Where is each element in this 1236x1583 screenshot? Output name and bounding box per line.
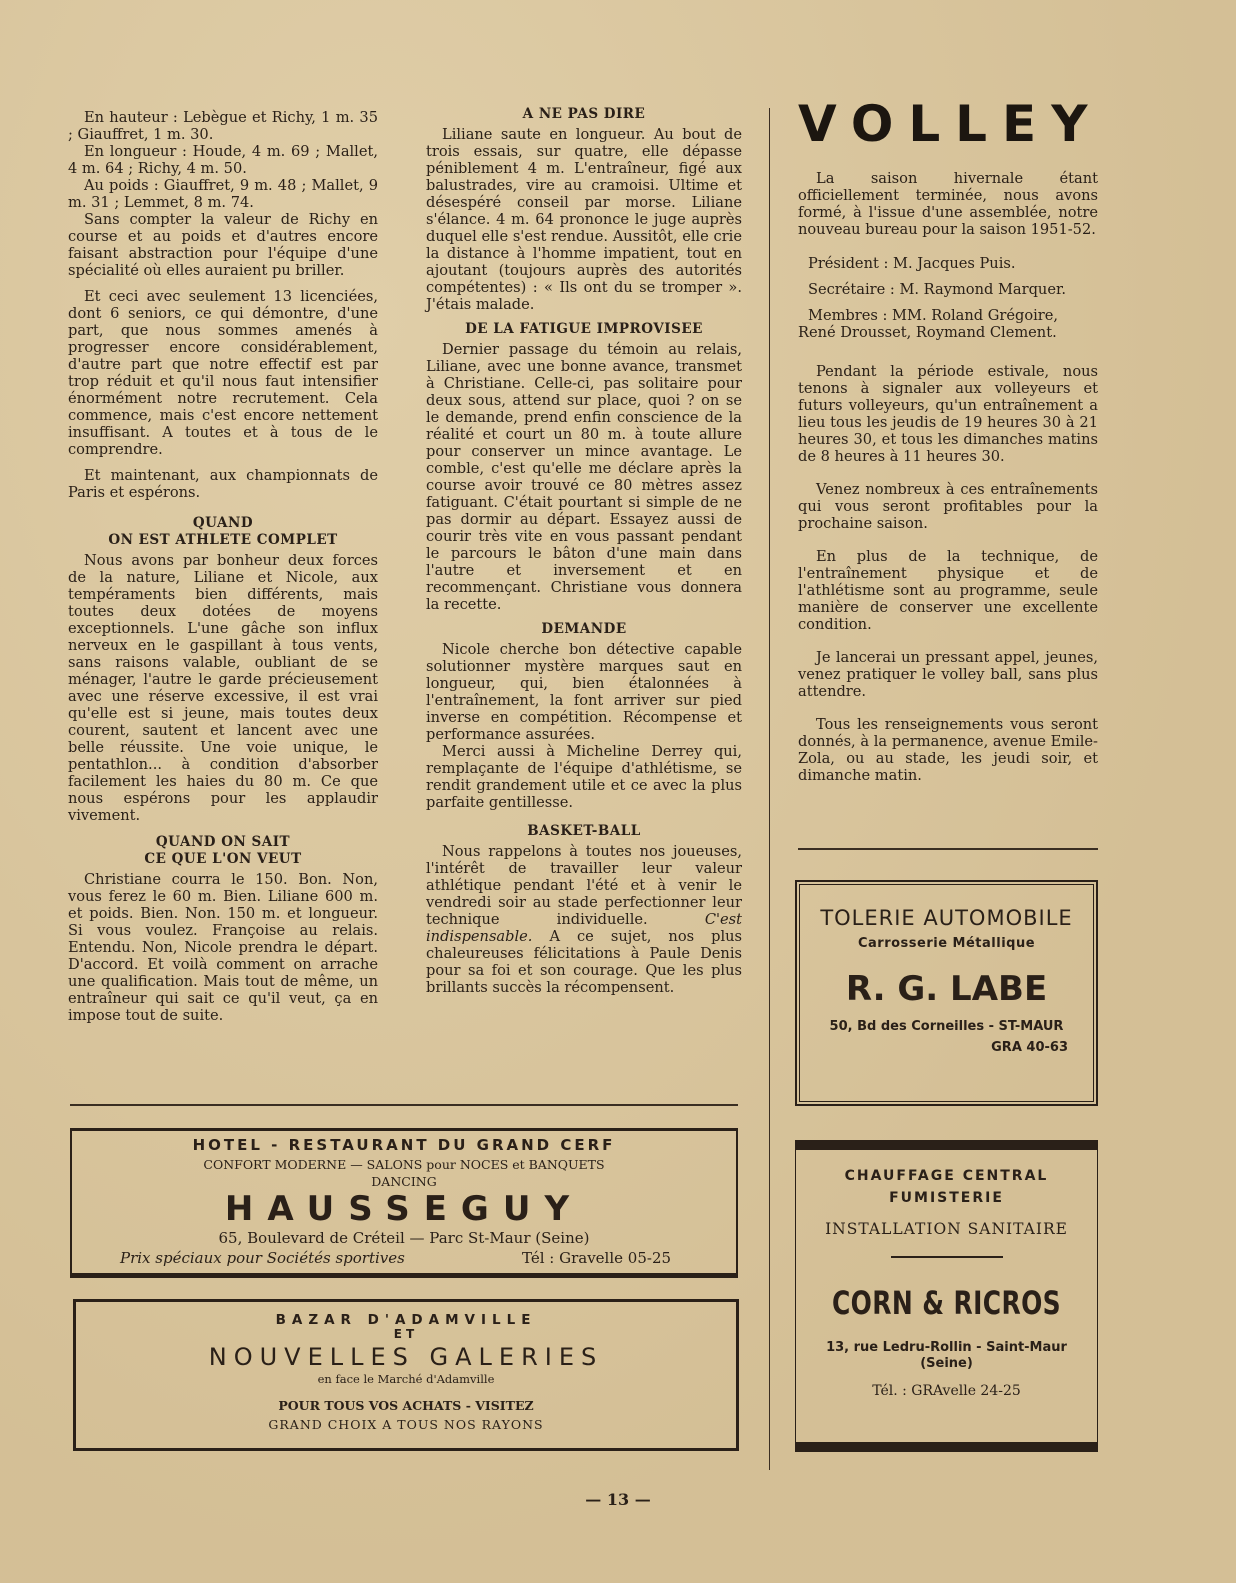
ad-hotel-grand-cerf bbox=[70, 1128, 738, 1278]
divider bbox=[798, 848, 1098, 850]
volley-title: VOLLEY bbox=[798, 95, 1103, 153]
ad-phone: Tél. : GRAvelle 24-25 bbox=[872, 1383, 1021, 1399]
paragraph: Et maintenant, aux championnats de Paris et espérons. bbox=[68, 467, 378, 501]
ad-brand-name: HAUSSEGUY bbox=[224, 1189, 584, 1229]
paragraph: Christiane courra le 150. Bon. Non, vous ferez le 60 m. Bien. Liliane 600 m. et poids. Bien. Non. 150 m. et longueur. Si vous voulez. Françoise au relais. Entendu. Non, Nicole prendra le départ. D'accord. Et voilà comment on arrache une qualification. Mais tout de même, un entraîneur qui sait ce qu'il veut, ça en impose tout de suite. bbox=[68, 871, 378, 1024]
column-1 bbox=[68, 109, 378, 1024]
ad-service: INSTALLATION SANITAIRE bbox=[825, 1220, 1068, 1238]
column-3 bbox=[798, 170, 1098, 784]
ad-chauffage-central bbox=[795, 1140, 1098, 1452]
paragraph: En plus de la technique, de l'entraînement physique et de l'athlétisme sont au programme, seule manière de conserver une excellente condition. bbox=[798, 548, 1098, 633]
paragraph: Pendant la période estivale, nous tenons à signaler aux volleyeurs et futurs volleyeurs, qu'un entraînement a lieu tous les jeudis de 19 heures 30 à 21 heures 30, et tous les dimanches matins de 8 heures à 11 heures 30. bbox=[798, 363, 1098, 465]
ad-slogan: POUR TOUS VOS ACHATS - VISITEZ bbox=[278, 1398, 534, 1413]
paragraph: Liliane saute en longueur. Au bout de trois essais, sur quatre, elle dépasse péniblement 4 m. L'entraîneur, figé aux balustrades, vire au cramoisi. Ultime et désespéré conseil par morse. Liliane s'élance. 4 m. 64 prononce le juge auprès duquel elle s'est rendue. Aussitôt, elle crie la distance à l'homme impatient, tout en ajoutant (toujours auprès des autorités compétentes) : « Ils ont du se tromper ». J'étais malade. bbox=[426, 126, 742, 313]
column-2 bbox=[426, 106, 742, 996]
ad-dancing: DANCING bbox=[371, 1174, 437, 1189]
divider bbox=[70, 1104, 738, 1106]
paragraph: Venez nombreux à ces entraînements qui vous seront profitables pour la prochaine saison. bbox=[798, 481, 1098, 532]
emphasis: C'est indispensable. bbox=[426, 911, 742, 945]
paragraph: Dernier passage du témoin au relais, Liliane, avec une bonne avance, transmet à Christiane. Celle-ci, pas solitaire pour deux sous, attend sur place, quoi ? on se le demande, prend enfin conscience de la réalité et court un 80 m. à toute allure pour conserver un mince avantage. Le comble, c'est qu'elle me déclare après la course avoir trouvé ce 80 mètres assez fatiguant. C'était pourtant si simple de ne pas dormir au départ. Essayez aussi de courir très vite en vous passant pendant le parcours le bâton d'une main dans l'autre et inversement et en recommençant. Christiane vous donnera la recette. bbox=[426, 341, 742, 613]
paragraph: Je lancerai un pressant appel, jeunes, venez pratiquer le volley ball, sans plus attendre. bbox=[798, 649, 1098, 700]
ad-title: BAZAR D'ADAMVILLE bbox=[275, 1312, 537, 1328]
ad-conjunction: ET bbox=[393, 1327, 419, 1341]
ad-tagline: Prix spéciaux pour Sociétés sportives bbox=[120, 1249, 405, 1267]
ad-divider bbox=[891, 1256, 1003, 1258]
paragraph: En longueur : Houde, 4 m. 69 ; Mallet, 4 m. 64 ; Richy, 4 m. 50. bbox=[68, 143, 378, 177]
ad-title: HOTEL - RESTAURANT DU GRAND CERF bbox=[192, 1136, 616, 1154]
ad-location: en face le Marché d'Adamville bbox=[317, 1372, 495, 1386]
paragraph: La saison hivernale étant officiellement terminée, nous avons formé, à l'issue d'une assemblée, notre nouveau bureau pour la saison 1951-52. bbox=[798, 170, 1098, 238]
paragraph: Et ceci avec seulement 13 licenciées, dont 6 seniors, ce qui démontre, d'une part, que nous sommes amenés à progresser encore considérablement, d'autre part que notre effectif est par trop réduit et qu'il nous faut intensifier énormément notre recrutement. Cela commence, mais c'est encore nettement insuffisant. A toutes et à tous de le comprendre. bbox=[68, 288, 378, 458]
paragraph: Sans compter la valeur de Richy en course et au poids et d'autres encore faisant abstraction pour l'équipe d'une spécialité où elles auraient pu briller. bbox=[68, 211, 378, 279]
ad-address: 65, Boulevard de Créteil — Parc St-Maur (Seine) bbox=[218, 1229, 590, 1247]
section-heading: A NE PAS DIRE bbox=[522, 106, 646, 122]
officer-membres: Membres : MM. Roland Grégoire, René Drousset, Roymand Clement. bbox=[798, 307, 1059, 341]
paragraph: Merci aussi à Micheline Derrey qui, remplaçante de l'équipe d'athlétisme, se rendit grandement utile et ce avec la plus parfaite gentillesse. bbox=[426, 743, 742, 811]
column-divider bbox=[769, 108, 770, 1470]
paragraph: En hauteur : Lebègue et Richy, 1 m. 35 ; Giauffret, 1 m. 30. bbox=[68, 109, 378, 143]
ad-phone: GRA 40-63 bbox=[991, 1040, 1068, 1055]
section-heading: DEMANDE bbox=[541, 621, 627, 637]
paragraph: Nous rappelons à toutes nos joueuses, l'intérêt de travailler leur valeur athlétique pendant l'été et à venir le vendredi soir au stade perfectionner leur technique individuelle. C'est indispensable. A ce sujet, nos plus chaleureuses félicitations à Paule Denis pour sa foi et son courage. Que les plus brillants succès la récompensent. bbox=[426, 843, 743, 996]
ad-slogan-2: GRAND CHOIX A TOUS NOS RAYONS bbox=[268, 1417, 544, 1432]
ad-brand-name: R. G. LABE bbox=[845, 969, 1048, 1009]
page-number: — 13 — bbox=[585, 1490, 651, 1509]
ad-brand-name: NOUVELLES GALERIES bbox=[208, 1343, 604, 1371]
ad-brand-name: CORN & RICROS bbox=[831, 1284, 1062, 1322]
section-heading: BASKET-BALL bbox=[527, 823, 641, 839]
paragraph: Nicole cherche bon détective capable solutionner mystère marques saut en longueur, qui, bien étalonnées à l'entraînement, la font arriver sur pied inverse en compétition. Récompense et performance assurées. bbox=[426, 641, 742, 743]
ad-subtitle: Carrosserie Métallique bbox=[857, 936, 1036, 951]
section-heading: DE LA FATIGUE IMPROVISEE bbox=[465, 321, 703, 337]
section-heading: QUAND ON SAIT CE QUE L'ON VEUT bbox=[144, 834, 302, 867]
paragraph: Nous avons par bonheur deux forces de la nature, Liliane et Nicole, aux tempéraments bien différents, mais toutes deux dotées de moyens exceptionnels. L'une gâche son influx nerveux en le gaspillant à tous vents, sans raisons valable, oubliant de se ménager, l'autre le garde précieusement avec une réserve excessive, il est vrai qu'elle est si jeune, mais toutes deux courent, sautent et lancent avec une belle réussite. Une voie unique, le pentathlon... à condition d'absorber facilement les haies du 80 m. Ce que nous espérons pour les applaudir vivement. bbox=[68, 552, 378, 824]
section-heading: QUAND ON EST ATHLETE COMPLET bbox=[108, 515, 338, 548]
ad-subtitle: CONFORT MODERNE — SALONS pour NOCES et BANQUETS bbox=[203, 1157, 605, 1172]
ad-address-2: (Seine) bbox=[920, 1356, 973, 1371]
ad-address: 13, rue Ledru-Rollin - Saint-Maur bbox=[826, 1340, 1067, 1355]
ad-tolerie-automobile bbox=[795, 880, 1098, 1106]
officer-president: Président : M. Jacques Puis. bbox=[808, 255, 1016, 272]
ad-title: CHAUFFAGE CENTRAL bbox=[844, 1168, 1049, 1184]
ad-phone: Tél : Gravelle 05-25 bbox=[522, 1249, 672, 1267]
ad-address: 50, Bd des Corneilles - ST-MAUR bbox=[829, 1019, 1064, 1034]
ad-title: TOLERIE AUTOMOBILE bbox=[820, 906, 1073, 930]
officer-secretaire: Secrétaire : M. Raymond Marquer. bbox=[808, 281, 1066, 298]
ad-bazar-adamville bbox=[73, 1299, 739, 1451]
paragraph: Tous les renseignements vous seront donnés, à la permanence, avenue Emile-Zola, ou au stade, les jeudi soir, et dimanche matin. bbox=[798, 716, 1098, 784]
paragraph: Au poids : Giauffret, 9 m. 48 ; Mallet, 9 m. 31 ; Lemmet, 8 m. 74. bbox=[68, 177, 378, 211]
ad-subtitle: FUMISTERIE bbox=[889, 1190, 1004, 1206]
